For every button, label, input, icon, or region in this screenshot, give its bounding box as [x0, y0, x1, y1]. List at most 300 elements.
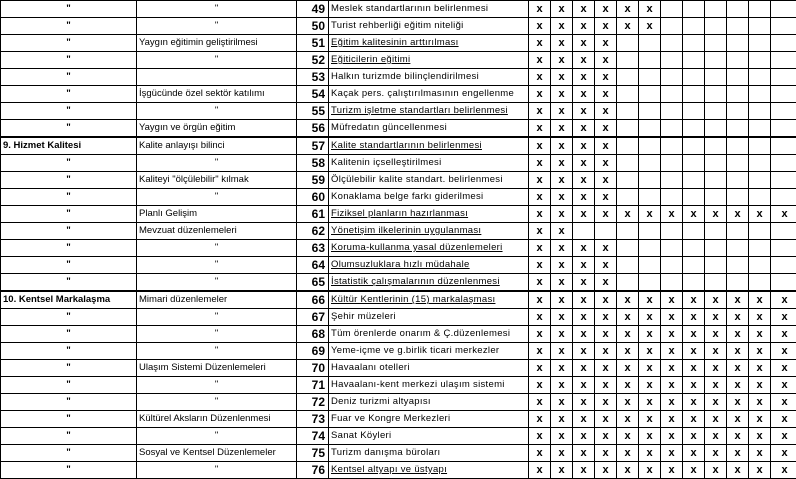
mark-cell	[771, 223, 796, 240]
mark-cell: x	[727, 343, 749, 360]
mark-cell	[617, 240, 639, 257]
subgroup-cell: Planlı Gelişim	[137, 206, 297, 223]
mark-cell	[639, 189, 661, 206]
mark-cell: x	[683, 411, 705, 428]
mark-cell	[661, 86, 683, 103]
mark-cell: x	[551, 240, 573, 257]
mark-cell	[617, 35, 639, 52]
row-number-cell: 62	[297, 223, 329, 240]
mark-cell	[705, 155, 727, 172]
mark-cell	[727, 69, 749, 86]
mark-cell: x	[661, 309, 683, 326]
mark-cell: x	[683, 360, 705, 377]
group-cell: "	[1, 35, 137, 52]
subgroup-cell: Sosyal ve Kentsel Düzenlemeler	[137, 445, 297, 462]
mark-cell: x	[573, 326, 595, 343]
mark-cell	[771, 155, 796, 172]
mark-cell	[749, 189, 771, 206]
mark-cell	[705, 189, 727, 206]
subgroup-cell: Yaygın ve örgün eğitim	[137, 120, 297, 138]
mark-cell: x	[595, 445, 617, 462]
row-number-cell: 55	[297, 103, 329, 120]
mark-cell: x	[595, 1, 617, 18]
mark-cell	[617, 52, 639, 69]
mark-cell	[771, 103, 796, 120]
mark-cell	[639, 240, 661, 257]
mark-cell: x	[683, 326, 705, 343]
mark-cell	[617, 223, 639, 240]
mark-cell	[661, 155, 683, 172]
mark-cell: x	[639, 291, 661, 309]
row-number-cell: 65	[297, 274, 329, 292]
group-cell: "	[1, 462, 137, 479]
mark-cell	[639, 52, 661, 69]
mark-cell: x	[771, 445, 796, 462]
mark-cell	[661, 18, 683, 35]
mark-cell: x	[595, 240, 617, 257]
mark-cell	[661, 103, 683, 120]
mark-cell: x	[551, 103, 573, 120]
mark-cell: x	[573, 428, 595, 445]
mark-cell: x	[705, 428, 727, 445]
group-cell: "	[1, 326, 137, 343]
group-cell: "	[1, 18, 137, 35]
mark-cell: x	[551, 18, 573, 35]
mark-cell: x	[551, 172, 573, 189]
mark-cell: x	[771, 291, 796, 309]
mark-cell	[639, 35, 661, 52]
mark-cell: x	[661, 411, 683, 428]
table-row	[1, 103, 796, 120]
mark-cell	[661, 274, 683, 292]
table-row	[1, 86, 796, 103]
mark-cell: x	[551, 206, 573, 223]
mark-cell	[771, 257, 796, 274]
mark-cell: x	[573, 309, 595, 326]
mark-cell: x	[771, 206, 796, 223]
mark-cell	[661, 257, 683, 274]
mark-cell: x	[551, 428, 573, 445]
mark-cell	[639, 103, 661, 120]
mark-cell: x	[595, 103, 617, 120]
group-cell: "	[1, 120, 137, 138]
mark-cell: x	[639, 18, 661, 35]
subgroup-cell: Kalite anlayışı bilinci	[137, 137, 297, 155]
mark-cell	[749, 137, 771, 155]
group-cell: "	[1, 172, 137, 189]
mark-cell	[683, 120, 705, 138]
mark-cell: x	[551, 137, 573, 155]
table-row	[1, 326, 796, 343]
table-row	[1, 206, 796, 223]
mark-cell	[683, 52, 705, 69]
mark-cell	[639, 155, 661, 172]
mark-cell: x	[727, 394, 749, 411]
subgroup-cell: Ulaşım Sistemi Düzenlemeleri	[137, 360, 297, 377]
mark-cell: x	[573, 172, 595, 189]
mark-cell	[617, 257, 639, 274]
mark-cell: x	[573, 86, 595, 103]
mark-cell	[749, 223, 771, 240]
table-row	[1, 360, 796, 377]
mark-cell: x	[749, 360, 771, 377]
subgroup-cell: "	[137, 377, 297, 394]
mark-cell	[639, 69, 661, 86]
mark-cell: x	[639, 394, 661, 411]
mark-cell: x	[683, 206, 705, 223]
mark-cell	[705, 137, 727, 155]
row-number-cell: 56	[297, 120, 329, 138]
mark-cell: x	[749, 309, 771, 326]
mark-cell	[617, 189, 639, 206]
mark-cell: x	[595, 394, 617, 411]
mark-cell: x	[771, 309, 796, 326]
mark-cell	[705, 103, 727, 120]
group-cell: "	[1, 360, 137, 377]
mark-cell	[617, 103, 639, 120]
mark-cell: x	[617, 1, 639, 18]
action-title-cell: Havaalanı-kent merkezi ulaşım sistemi	[329, 377, 529, 394]
mark-cell: x	[573, 103, 595, 120]
mark-cell: x	[573, 52, 595, 69]
group-cell: "	[1, 69, 137, 86]
mark-cell: x	[595, 377, 617, 394]
mark-cell: x	[573, 462, 595, 479]
mark-cell: x	[639, 343, 661, 360]
mark-cell	[705, 257, 727, 274]
mark-cell: x	[727, 462, 749, 479]
mark-cell	[683, 155, 705, 172]
table-row	[1, 18, 796, 35]
action-title-cell: Turizm danışma büroları	[329, 445, 529, 462]
group-cell: "	[1, 240, 137, 257]
mark-cell: x	[617, 309, 639, 326]
mark-cell	[617, 155, 639, 172]
mark-cell: x	[617, 360, 639, 377]
mark-cell: x	[573, 120, 595, 138]
mark-cell: x	[551, 35, 573, 52]
mark-cell: x	[595, 18, 617, 35]
mark-cell	[749, 35, 771, 52]
mark-cell	[771, 274, 796, 292]
mark-cell	[705, 274, 727, 292]
mark-cell: x	[595, 274, 617, 292]
mark-cell: x	[705, 343, 727, 360]
mark-cell: x	[617, 206, 639, 223]
mark-cell	[727, 274, 749, 292]
mark-cell: x	[749, 428, 771, 445]
action-title-cell: Havaalanı otelleri	[329, 360, 529, 377]
mark-cell	[749, 257, 771, 274]
mark-cell: x	[551, 445, 573, 462]
mark-cell: x	[529, 257, 551, 274]
group-cell: "	[1, 274, 137, 292]
mark-cell: x	[639, 360, 661, 377]
action-title-cell: Kalite standartlarının belirlenmesi	[329, 137, 529, 155]
table-row	[1, 35, 796, 52]
action-title-cell: Koruma-kullanma yasal düzenlemeleri	[329, 240, 529, 257]
mark-cell: x	[617, 377, 639, 394]
mark-cell: x	[529, 309, 551, 326]
mark-cell	[771, 35, 796, 52]
mark-cell: x	[595, 155, 617, 172]
mark-cell: x	[529, 240, 551, 257]
row-number-cell: 61	[297, 206, 329, 223]
mark-cell: x	[683, 394, 705, 411]
mark-cell: x	[595, 120, 617, 138]
mark-cell: x	[529, 18, 551, 35]
mark-cell: x	[661, 343, 683, 360]
mark-cell: x	[639, 377, 661, 394]
mark-cell	[771, 172, 796, 189]
mark-cell	[683, 137, 705, 155]
mark-cell: x	[595, 137, 617, 155]
mark-cell: x	[573, 206, 595, 223]
mark-cell: x	[749, 377, 771, 394]
row-number-cell: 50	[297, 18, 329, 35]
mark-cell: x	[705, 326, 727, 343]
mark-cell: x	[551, 1, 573, 18]
mark-cell	[573, 223, 595, 240]
mark-cell	[661, 35, 683, 52]
mark-cell	[749, 1, 771, 18]
action-title-cell: Kültür Kentlerinin (15) markalaşması	[329, 291, 529, 309]
mark-cell: x	[595, 257, 617, 274]
mark-cell: x	[595, 428, 617, 445]
mark-cell: x	[727, 428, 749, 445]
mark-cell: x	[595, 343, 617, 360]
mark-cell	[749, 18, 771, 35]
mark-cell: x	[705, 377, 727, 394]
mark-cell	[639, 172, 661, 189]
action-title-cell: Meslek standartlarının belirlenmesi	[329, 1, 529, 18]
mark-cell: x	[551, 223, 573, 240]
mark-cell: x	[617, 428, 639, 445]
action-title-cell: Yönetişim ilkelerinin uygulanması	[329, 223, 529, 240]
mark-cell: x	[529, 189, 551, 206]
row-number-cell: 68	[297, 326, 329, 343]
subgroup-cell: "	[137, 155, 297, 172]
group-cell: "	[1, 86, 137, 103]
group-cell: "	[1, 428, 137, 445]
mark-cell	[661, 137, 683, 155]
mark-cell: x	[617, 18, 639, 35]
row-number-cell: 76	[297, 462, 329, 479]
row-number-cell: 57	[297, 137, 329, 155]
action-title-cell: Müfredatın güncellenmesi	[329, 120, 529, 138]
action-title-cell: Sanat Köyleri	[329, 428, 529, 445]
mark-cell: x	[771, 462, 796, 479]
mark-cell	[727, 240, 749, 257]
mark-cell	[727, 172, 749, 189]
action-title-cell: Kaçak pers. çalıştırılmasının engellenme	[329, 86, 529, 103]
mark-cell	[771, 189, 796, 206]
mark-cell: x	[551, 257, 573, 274]
row-number-cell: 51	[297, 35, 329, 52]
mark-cell	[771, 137, 796, 155]
mark-cell	[727, 120, 749, 138]
row-number-cell: 58	[297, 155, 329, 172]
subgroup-cell: "	[137, 326, 297, 343]
mark-cell: x	[573, 445, 595, 462]
mark-cell	[683, 69, 705, 86]
mark-cell: x	[529, 274, 551, 292]
mark-cell: x	[573, 240, 595, 257]
mark-cell: x	[705, 445, 727, 462]
mark-cell	[727, 155, 749, 172]
mark-cell: x	[771, 428, 796, 445]
mark-cell	[771, 120, 796, 138]
mark-cell: x	[661, 428, 683, 445]
mark-cell	[771, 1, 796, 18]
mark-cell	[749, 69, 771, 86]
mark-cell: x	[595, 189, 617, 206]
table-row	[1, 445, 796, 462]
mark-cell	[639, 274, 661, 292]
mark-cell	[705, 223, 727, 240]
mark-cell: x	[573, 69, 595, 86]
mark-cell	[749, 120, 771, 138]
row-number-cell: 59	[297, 172, 329, 189]
mark-cell: x	[617, 411, 639, 428]
action-title-cell: Olumsuzluklara hızlı müdahale	[329, 257, 529, 274]
row-number-cell: 66	[297, 291, 329, 309]
table-row	[1, 394, 796, 411]
action-title-cell: Eğitim kalitesinin arttırılması	[329, 35, 529, 52]
subgroup-cell: "	[137, 103, 297, 120]
mark-cell: x	[529, 377, 551, 394]
mark-cell	[771, 18, 796, 35]
mark-cell	[705, 69, 727, 86]
table-row	[1, 120, 796, 138]
mark-cell	[727, 189, 749, 206]
row-number-cell: 73	[297, 411, 329, 428]
group-cell: 9. Hizmet Kalitesi	[1, 137, 137, 155]
mark-cell: x	[551, 360, 573, 377]
mark-cell	[639, 223, 661, 240]
table-row	[1, 309, 796, 326]
mark-cell: x	[529, 137, 551, 155]
mark-cell: x	[683, 309, 705, 326]
mark-cell	[617, 86, 639, 103]
group-cell: "	[1, 1, 137, 18]
mark-cell	[683, 172, 705, 189]
mark-cell: x	[661, 360, 683, 377]
mark-cell: x	[573, 18, 595, 35]
table-row	[1, 291, 796, 309]
table-row	[1, 69, 796, 86]
table-row	[1, 172, 796, 189]
table-row	[1, 274, 796, 292]
mark-cell: x	[573, 274, 595, 292]
subgroup-cell: Mimari düzenlemeler	[137, 291, 297, 309]
mark-cell: x	[551, 462, 573, 479]
mark-cell: x	[595, 35, 617, 52]
group-cell: "	[1, 445, 137, 462]
mark-cell: x	[573, 411, 595, 428]
table-row	[1, 155, 796, 172]
mark-cell: x	[529, 103, 551, 120]
action-title-cell: Tüm örenlerde onarım & Ç.düzenlemesi	[329, 326, 529, 343]
table-row	[1, 411, 796, 428]
mark-cell: x	[529, 35, 551, 52]
mark-cell: x	[529, 155, 551, 172]
mark-cell: x	[529, 1, 551, 18]
mark-cell: x	[705, 360, 727, 377]
mark-cell: x	[727, 206, 749, 223]
action-title-cell: Ölçülebilir kalite standart. belirlenmesi	[329, 172, 529, 189]
mark-cell: x	[727, 411, 749, 428]
mark-cell	[705, 172, 727, 189]
mark-cell: x	[639, 326, 661, 343]
mark-cell: x	[551, 86, 573, 103]
mark-cell: x	[595, 291, 617, 309]
mark-cell: x	[771, 411, 796, 428]
subgroup-cell: "	[137, 240, 297, 257]
mark-cell: x	[573, 137, 595, 155]
table-row	[1, 240, 796, 257]
mark-cell: x	[573, 360, 595, 377]
row-number-cell: 69	[297, 343, 329, 360]
mark-cell	[683, 35, 705, 52]
mark-cell: x	[705, 394, 727, 411]
mark-cell	[705, 120, 727, 138]
table-row	[1, 257, 796, 274]
mark-cell: x	[661, 291, 683, 309]
mark-cell	[661, 69, 683, 86]
group-cell: "	[1, 309, 137, 326]
subgroup-cell: "	[137, 18, 297, 35]
mark-cell: x	[551, 274, 573, 292]
subgroup-cell: Yaygın eğitimin geliştirilmesi	[137, 35, 297, 52]
mark-cell: x	[529, 86, 551, 103]
mark-cell	[639, 137, 661, 155]
mark-cell: x	[771, 394, 796, 411]
group-cell: "	[1, 223, 137, 240]
mark-cell	[727, 257, 749, 274]
mark-cell	[639, 86, 661, 103]
mark-cell: x	[661, 206, 683, 223]
mark-cell: x	[639, 428, 661, 445]
mark-cell: x	[639, 206, 661, 223]
mark-cell	[727, 223, 749, 240]
mark-cell: x	[771, 377, 796, 394]
mark-cell: x	[771, 326, 796, 343]
action-title-cell: Konaklama belge farkı giderilmesi	[329, 189, 529, 206]
mark-cell	[727, 18, 749, 35]
mark-cell	[661, 189, 683, 206]
subgroup-cell: İşgücünde özel sektör katılımı	[137, 86, 297, 103]
mark-cell: x	[529, 394, 551, 411]
mark-cell: x	[771, 360, 796, 377]
subgroup-cell: "	[137, 462, 297, 479]
mark-cell: x	[551, 377, 573, 394]
group-cell: 10. Kentsel Markalaşma	[1, 291, 137, 309]
mark-cell: x	[617, 394, 639, 411]
mark-cell	[771, 52, 796, 69]
mark-cell: x	[661, 377, 683, 394]
mark-cell	[771, 86, 796, 103]
table-row	[1, 377, 796, 394]
action-title-cell: Deniz turizmi altyapısı	[329, 394, 529, 411]
subgroup-cell: "	[137, 1, 297, 18]
mark-cell	[705, 18, 727, 35]
mark-cell	[705, 52, 727, 69]
mark-cell: x	[529, 428, 551, 445]
action-title-cell: Şehir müzeleri	[329, 309, 529, 326]
mark-cell: x	[661, 394, 683, 411]
mark-cell: x	[727, 291, 749, 309]
